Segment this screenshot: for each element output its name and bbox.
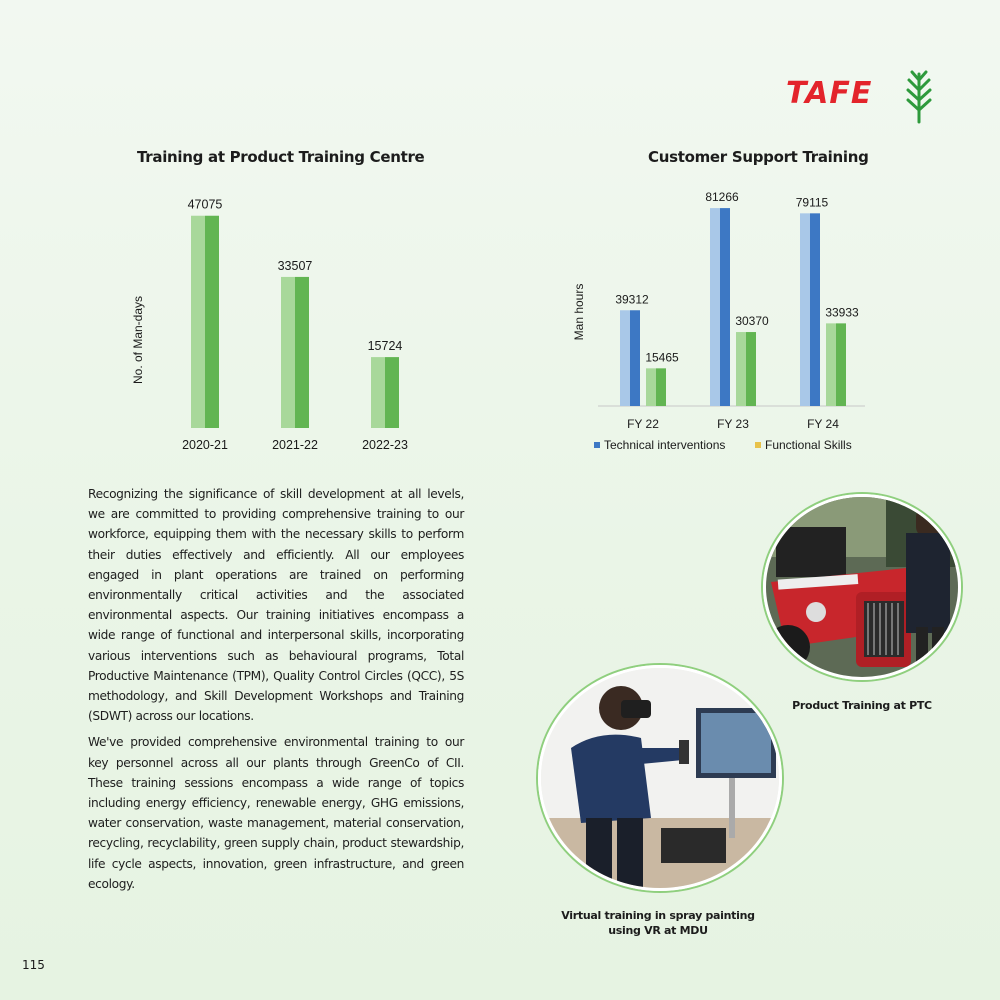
- cst-x-tick: FY 24: [807, 417, 839, 431]
- vr-training-photo: [538, 665, 782, 891]
- ptc-x-tick: 2021-22: [272, 438, 318, 452]
- body-text: [88, 484, 464, 900]
- cst-chart-title: Customer Support Training: [648, 148, 869, 166]
- cst-bar: [620, 310, 640, 406]
- vr-caption-line1: Virtual training in spray painting: [561, 909, 755, 922]
- paragraph-environmental-training: We've provided comprehensive environmental training to our key personnel across all our plants through GreenCo of CII. These training sessions encompass a wide range of topics including energy efficiency, renewable energy, GHG emissions, water conservation, waste management, material conservation, recycling, recyclability, green supply chain, product stewardship, life cycle aspects, innovation, green infrastructure, and green ecology.: [88, 735, 464, 891]
- ptc-x-tick: 2022-23: [362, 438, 408, 452]
- cst-bar: [736, 332, 756, 406]
- vr-caption-line2: using VR at MDU: [608, 924, 708, 937]
- cst-bar: [826, 323, 846, 406]
- cst-bar: [646, 368, 666, 406]
- ptc-photo-caption: Product Training at PTC: [792, 699, 932, 712]
- logo-wordmark: TAFE: [786, 76, 873, 111]
- ptc-bar-chart: [120, 180, 440, 460]
- cst-bar-chart: [565, 175, 885, 465]
- paragraph-skill-development: Recognizing the significance of skill development at all levels, we are committed to providing comprehensive training to our workforce, equipping them with the necessary skills to perform their duties effectively and efficiently. All our employees engaged in plant operations are trained on performing environmentally critical activities and the associated environmental aspects. Our training initiatives encompass a wide range of functional and interpersonal skills, incorporating various interventions such as behavioural programs, Total Productive Maintenance (TPM), Quality Control Circles (QCC), 5S methodology, and Skill Development Workshops and Training (SDWT) across our locations.: [88, 487, 464, 724]
- cst-legend-label: Technical interventions: [604, 438, 726, 452]
- cst-data-label: 79115: [795, 195, 829, 210]
- cst-legend-marker: [755, 442, 761, 448]
- cst-legend-label: Functional Skills: [765, 438, 852, 452]
- cst-x-tick: FY 22: [627, 417, 659, 431]
- cst-data-label: 30370: [735, 314, 769, 329]
- ptc-chart-title: Training at Product Training Centre: [137, 148, 425, 166]
- ptc-bar: [371, 357, 399, 428]
- cst-y-axis-label: Man hours: [572, 283, 586, 341]
- cst-data-label: 81266: [705, 190, 739, 205]
- cst-data-label: 39312: [615, 292, 649, 307]
- ptc-bar: [191, 216, 219, 428]
- ptc-y-axis-label: No. of Man-days: [131, 295, 145, 385]
- leaf-icon: [904, 66, 934, 124]
- ptc-data-label: 47075: [187, 197, 223, 212]
- cst-x-tick: FY 23: [717, 417, 749, 431]
- ptc-x-tick: 2020-21: [182, 438, 228, 452]
- ptc-data-label: 33507: [277, 258, 313, 273]
- ptc-bar: [281, 277, 309, 428]
- tafe-logo: [786, 66, 936, 126]
- ptc-training-photo: [763, 494, 961, 680]
- cst-bar: [710, 208, 730, 406]
- page-number: 115: [22, 958, 45, 972]
- cst-bar: [800, 213, 820, 406]
- cst-legend-marker: [594, 442, 600, 448]
- ptc-data-label: 15724: [367, 339, 403, 354]
- cst-data-label: 33933: [825, 305, 859, 320]
- vr-photo-caption: [548, 908, 768, 938]
- cst-data-label: 15465: [645, 350, 679, 365]
